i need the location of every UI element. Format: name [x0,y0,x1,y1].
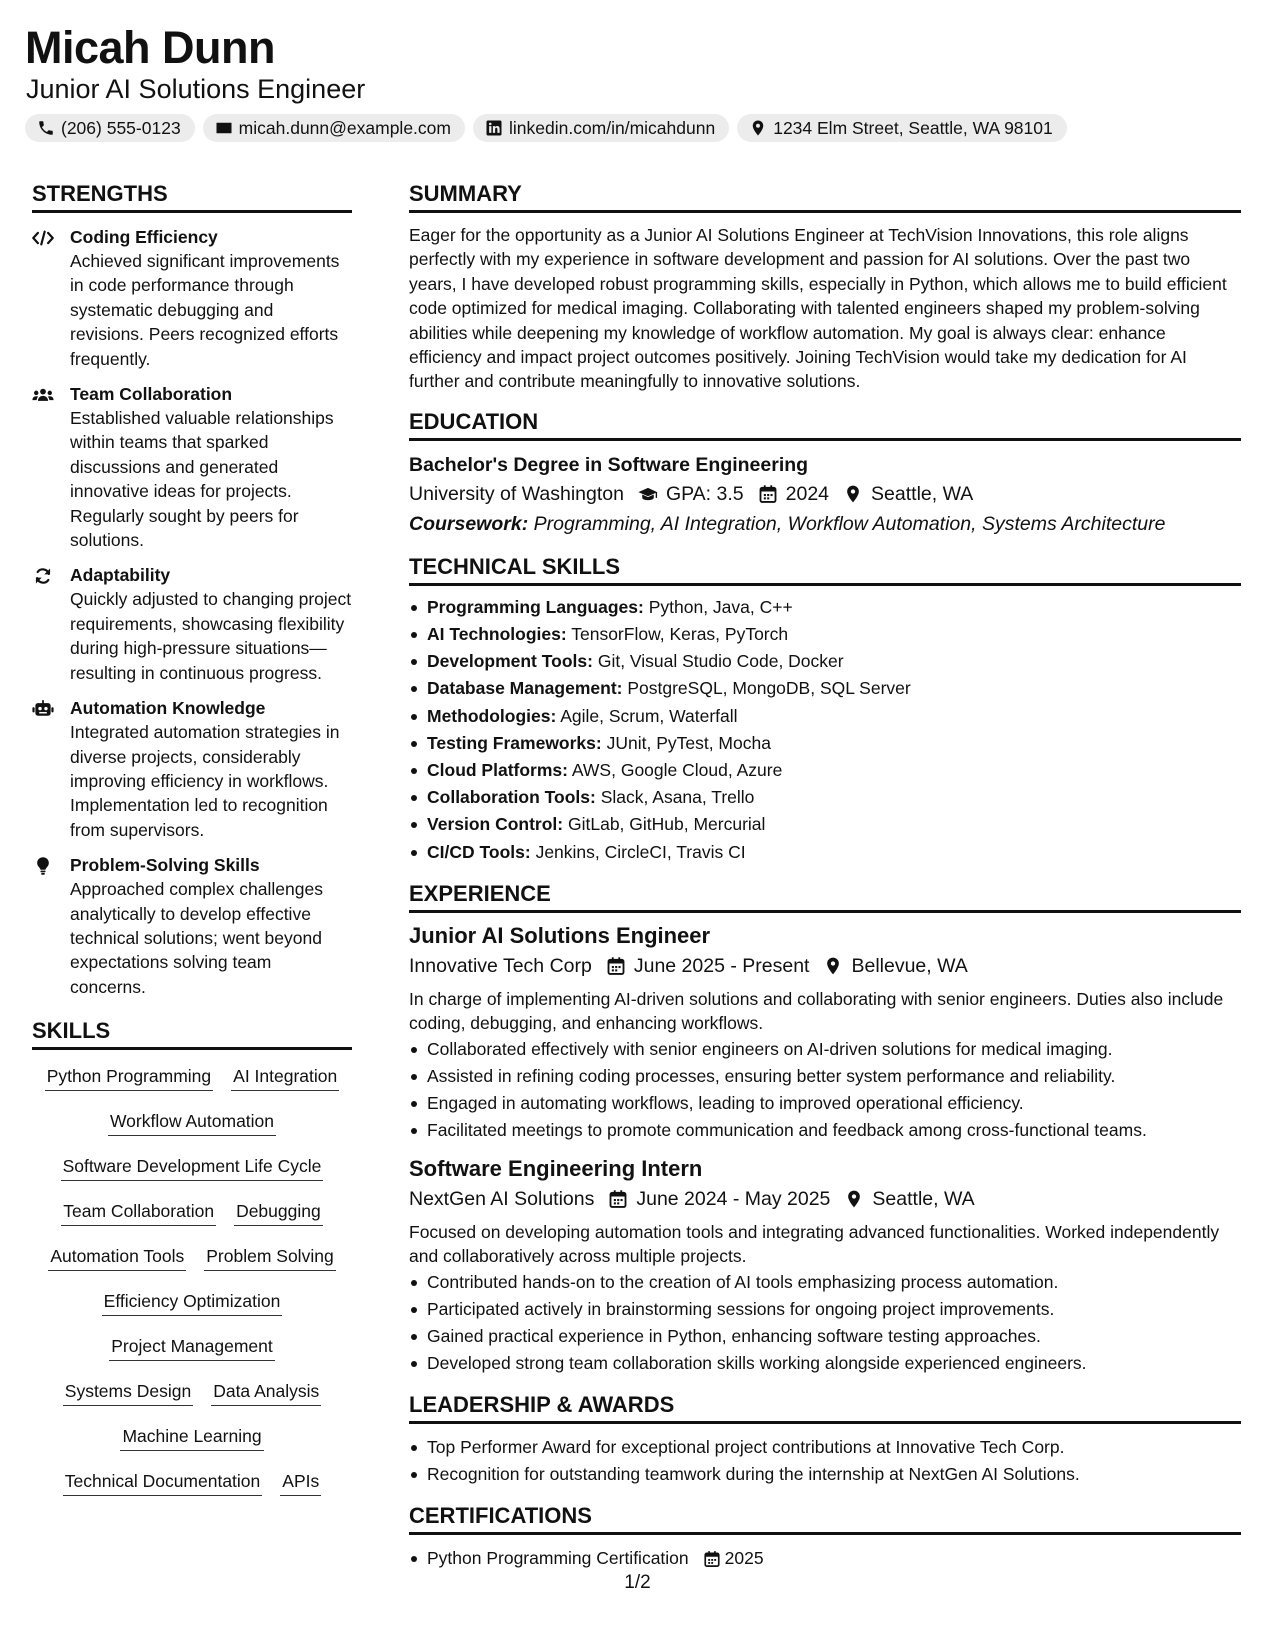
technical-skill-item [409,621,1241,648]
job-bullet: Gained practical experience in Python, enhancing software testing approaches. [409,1323,1241,1350]
summary-text: Eager for the opportunity as a Junior AI Solutions Engineer at TechVision Innovations, this role aligns perfectly with my experience in software development and passion for AI solutions. Over the past two years, I have developed robust programming skills, especially in Python, which allows me to build efficient code optimized for medical imaging. Collaborating with talented engineers shaped my problem-solving abilities while deepening my knowledge of workflow automation. My goal is always clear: enhance efficiency and impact project outcomes positively. Joining TechVision would take my dedication for AI further and contribute meaningfully to innovative solutions. [409,225,1227,392]
technical-skill-item [409,703,1241,730]
awards-list [409,1434,1241,1488]
education-coursework [409,509,1241,539]
skill-value: GitLab, GitHub, Mercurial [568,814,766,835]
education-degree: Bachelor's Degree in Software Engineering [409,453,809,476]
skill-tag: Automation Tools [48,1244,186,1271]
skill-tag: Debugging [234,1199,323,1226]
strength-title: Automation Knowledge [70,698,266,719]
technical-skill-item [409,757,1241,784]
strength-desc: Quickly adjusted to changing project requirements, showcasing flexibility during high-pressure situations—resulting in continuous progress. [70,589,352,683]
strength-title: Team Collaboration [70,384,233,405]
skill-label: Cloud Platforms: [427,760,568,781]
strength-title: Problem-Solving Skills [70,855,260,876]
job-company: NextGen AI Solutions [409,1187,595,1210]
skill-label: CI/CD Tools: [427,841,531,862]
awards-heading: LEADERSHIP & AWARDS [409,1391,1241,1424]
strength-desc: Achieved significant improvements in code performance through systematic debugging and revisions. Peers recognized efforts frequently. [70,251,340,369]
contact-phone-text: (206) 555-0123 [61,117,181,138]
education-location: Seattle, WA [871,482,974,505]
contact-email-text: micah.dunn@example.com [238,117,451,138]
skill-tag: Team Collaboration [61,1199,216,1226]
coursework-label: Coursework: [409,512,529,535]
technical-skill-item [409,839,1241,866]
job-dates: June 2025 - Present [633,954,810,977]
certifications-list [409,1545,1241,1572]
skill-row [32,1244,352,1289]
job-location: Bellevue, WA [851,954,968,977]
candidate-name: Micah Dunn [25,22,275,73]
strengths-list [32,225,352,999]
skill-tag: Technical Documentation [63,1469,263,1496]
job-bullets [409,1269,1241,1377]
strength-title: Adaptability [70,565,171,586]
strengths-heading: STRENGTHS [32,180,352,213]
technical-skill-item [409,648,1241,675]
contact-linkedin-text: linkedin.com/in/micahdunn [508,117,716,138]
job-company: Innovative Tech Corp [409,954,592,977]
contact-address[interactable] [737,114,1067,142]
job-bullet: Developed strong team collaboration skills working alongside experienced engineers. [409,1350,1241,1377]
certification-year: 2025 [724,1547,764,1568]
job-description: Focused on developing automation tools and integrating advanced functionalities. Worked independently and collaboratively across multiple projects. [409,1221,1220,1267]
skill-label: Programming Languages: [427,596,644,617]
technical-skills-heading: TECHNICAL SKILLS [409,553,1241,586]
job-meta [409,951,1241,981]
coursework-text: Programming, AI Integration, Workflow Automation, Systems Architecture [533,512,1166,535]
education-heading: EDUCATION [409,408,1241,441]
job-bullet: Engaged in automating workflows, leading to improved operational efficiency. [409,1090,1241,1117]
skill-tag: Efficiency Optimization [102,1289,283,1316]
job-meta [409,1184,1241,1214]
calendar-icon [608,1189,628,1209]
map-pin-icon [749,119,767,137]
code-icon [32,228,54,248]
skill-label: AI Technologies: [427,624,567,645]
skill-label: Version Control: [427,814,564,835]
skill-label: Database Management: [427,678,623,699]
skill-tag: Python Programming [45,1064,213,1091]
skill-row [32,1199,352,1244]
strength-item [32,563,352,685]
candidate-role: Junior AI Solutions Engineer [26,74,366,104]
education-gpa: GPA: 3.5 [665,482,744,505]
skills-heading: SKILLS [32,1017,352,1050]
award-item: Top Performer Award for exceptional project contributions at Innovative Tech Corp. [409,1434,1241,1461]
skill-value: JUnit, PyTest, Mocha [606,732,771,753]
page-number: 1/2 [624,1572,651,1593]
job-location: Seattle, WA [872,1187,975,1210]
users-icon [32,385,54,405]
job-bullet: Collaborated effectively with senior engineers on AI-driven solutions for medical imaging. [409,1036,1241,1063]
skill-tag: Software Development Life Cycle [61,1154,324,1181]
skill-tag: Data Analysis [211,1379,321,1406]
lightbulb-icon [32,856,54,876]
skill-tag: AI Integration [231,1064,339,1091]
map-pin-icon [823,956,843,976]
skill-row [32,1154,352,1199]
calendar-icon [758,484,778,504]
skill-tag: APIs [280,1469,321,1496]
strength-item [32,696,352,842]
skill-value: Agile, Scrum, Waterfall [560,705,738,726]
job-bullets [409,1036,1241,1144]
map-pin-icon [843,484,863,504]
envelope-icon [215,119,233,137]
education-year: 2024 [785,482,830,505]
strength-desc: Integrated automation strategies in diverse projects, considerably improving efficiency in workflows. Implementation led to recognition from supervisors. [70,722,340,840]
summary-heading: SUMMARY [409,180,1241,213]
phone-icon [37,119,55,137]
job-title: Junior AI Solutions Engineer [409,922,711,948]
job-bullet: Assisted in refining coding processes, ensuring better system performance and reliability. [409,1063,1241,1090]
job-entry [409,1154,1241,1377]
award-item: Recognition for outstanding teamwork during the internship at NextGen AI Solutions. [409,1461,1241,1488]
technical-skill-item [409,594,1241,621]
technical-skill-item [409,730,1241,757]
skill-tag: Workflow Automation [108,1109,276,1136]
skill-row [32,1424,352,1469]
technical-skills-list [409,594,1241,866]
skill-value: PostgreSQL, MongoDB, SQL Server [627,678,911,699]
education-school: University of Washington [409,482,624,505]
skill-tag: Project Management [109,1334,274,1361]
skill-value: Git, Visual Studio Code, Docker [597,651,844,672]
strength-item [32,225,352,371]
skill-row [32,1379,352,1424]
map-pin-icon [844,1189,864,1209]
skill-label: Testing Frameworks: [427,732,602,753]
robot-icon [32,699,54,719]
strength-title: Coding Efficiency [70,227,218,247]
skill-tag: Machine Learning [120,1424,263,1451]
certification-item [409,1545,1241,1572]
left-column [32,180,352,1514]
job-bullet: Participated actively in brainstorming sessions for ongoing project improvements. [409,1296,1241,1323]
job-entry [409,921,1241,1144]
certifications-heading: CERTIFICATIONS [409,1502,1241,1535]
strength-item [32,853,352,999]
skill-row [32,1289,352,1334]
skill-row [32,1064,352,1109]
graduation-cap-icon [638,484,658,504]
job-description: In charge of implementing AI-driven solutions and collaborating with senior engineers. Duties also include coding, debugging, and enhancing workflows. [409,988,1224,1034]
skill-value: AWS, Google Cloud, Azure [571,760,783,781]
technical-skill-item [409,811,1241,838]
strength-desc: Approached complex challenges analytically to develop effective technical solutions; went beyond expectations solving team concerns. [70,879,323,997]
job-bullet: Facilitated meetings to promote communication and feedback among cross-functional teams. [409,1117,1241,1144]
contact-linkedin[interactable] [473,114,729,142]
job-title: Software Engineering Intern [409,1155,703,1181]
job-dates: June 2024 - May 2025 [636,1187,831,1210]
skill-row [32,1334,352,1379]
skill-label: Methodologies: [427,705,557,726]
calendar-icon [703,1550,721,1568]
skill-tag: Problem Solving [204,1244,335,1271]
skill-value: TensorFlow, Keras, PyTorch [571,624,789,645]
skills-list [32,1064,352,1514]
education-meta [409,479,1241,509]
technical-skill-item [409,784,1241,811]
job-bullet: Contributed hands-on to the creation of AI tools emphasizing process automation. [409,1269,1241,1296]
contact-bar [25,114,1067,142]
contact-email[interactable] [203,114,465,142]
skill-tag: Systems Design [63,1379,193,1406]
linkedin-icon [485,119,503,137]
contact-address-text: 1234 Elm Street, Seattle, WA 98101 [773,117,1053,138]
skill-value: Jenkins, CircleCI, Travis CI [535,841,746,862]
experience-heading: EXPERIENCE [409,880,1241,913]
strength-item [32,382,352,552]
strength-desc: Established valuable relationships within teams that sparked discussions and generated innovative ideas for projects. Regularly sought by peers for solutions. [70,408,334,551]
skill-value: Python, Java, C++ [648,596,793,617]
contact-phone[interactable] [25,114,195,142]
right-column [409,180,1241,1572]
calendar-icon [606,956,626,976]
skill-row [32,1109,352,1154]
sync-icon [32,566,54,586]
skill-label: Development Tools: [427,651,593,672]
skill-value: Slack, Asana, Trello [600,787,755,808]
certification-name: Python Programming Certification [427,1547,689,1568]
technical-skill-item [409,675,1241,702]
skill-row [32,1469,352,1514]
skill-label: Collaboration Tools: [427,787,596,808]
